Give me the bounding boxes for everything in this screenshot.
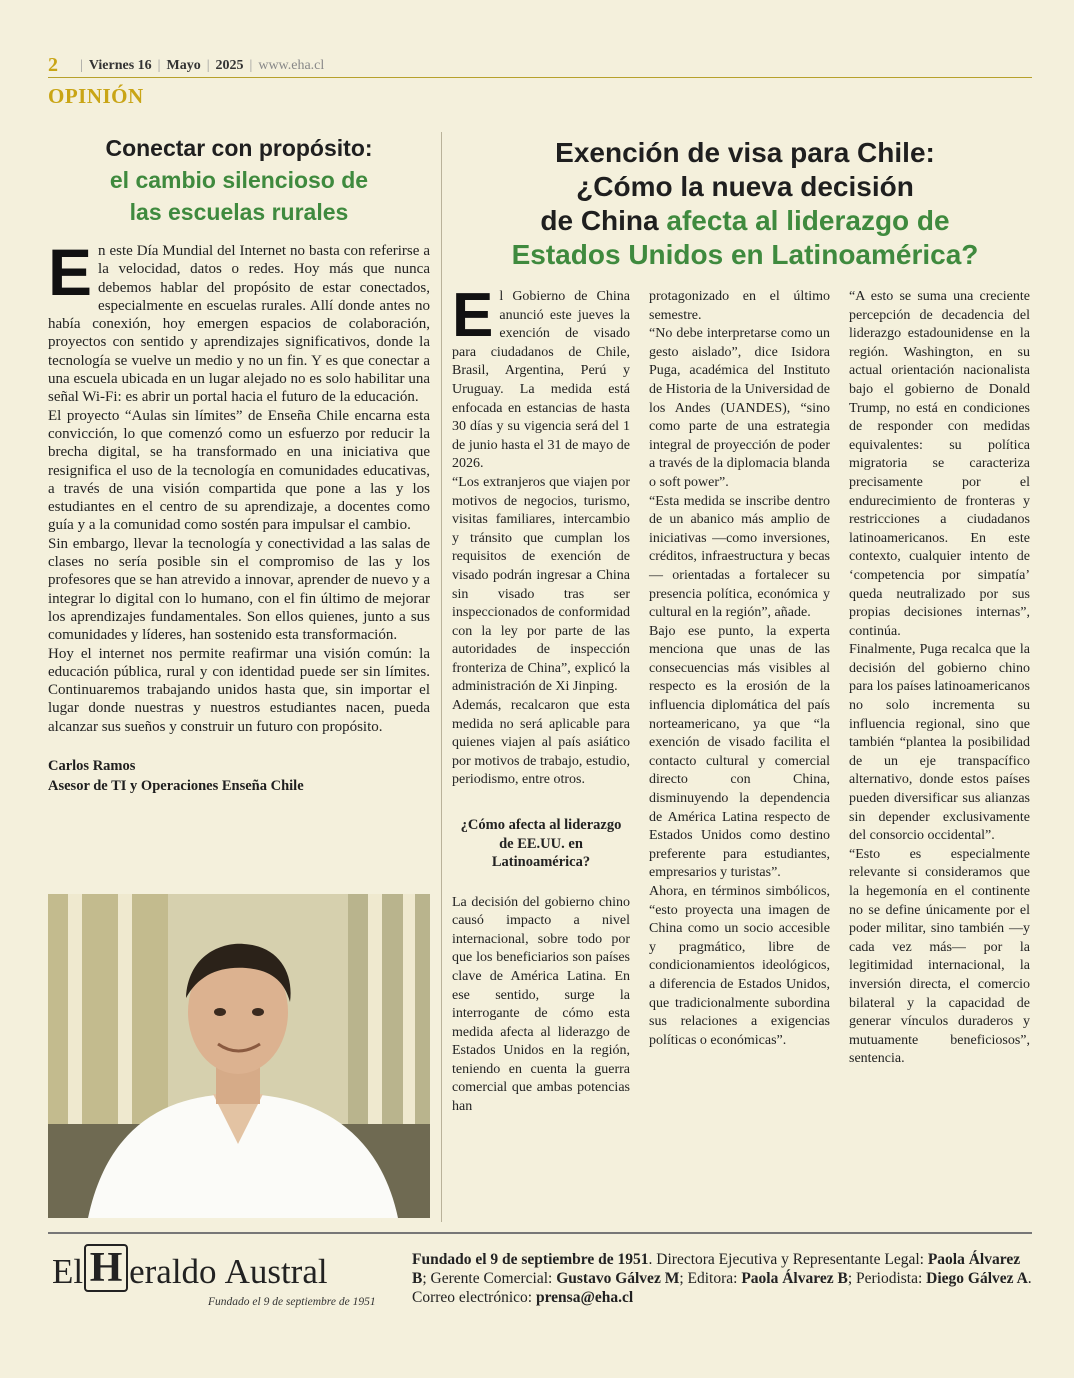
drop-cap: E (452, 281, 494, 350)
right-paragraph: “A esto se suma una creciente percepción de decadencia del liderazgo estadounidense en la región. Washington, en su actual orientación nacionalista bajo el gobierno de Donald Trump, no está en condiciones de responder con medidas equivalentes: su política migratoria se caracteriza precisamente por el endurecimiento de fronteras y restricciones a ciudadanos latinoamericanos. En este contexto, cualquier intento de ‘competencia por simpatía’ queda neutralizado por sus propias decisiones internas”, continúa. (849, 289, 1030, 639)
left-article-body (48, 235, 430, 736)
footer-rule (48, 1232, 1032, 1234)
author-portrait-image (48, 894, 430, 1218)
author-byline (48, 756, 430, 796)
right-paragraph: “Los extranjeros que viajen por motivos de negocios, turismo, visitas familiares, intercambio y tránsito que cumplan los requisitos de exención de visado podrán ingresar a China sin visado tras ser inspeccionados de conformidad con la ley por parte de las autoridades de inspección fronteriza de China”, explicó la administración de Xi Jinping. (452, 474, 630, 695)
left-paragraph: En este Día Mundial del Internet no basta con referirse a la velocidad, datos o redes. Hoy más que nunca debemos hablar del propósito de estar conectados, especialmente en escuelas rurales. Allí donde antes no había conexión, hoy emergen espacios de colaboración, proyectos con sentido y aprendizajes significativos, donde la tecnología se vuelve un medio y no un fin. Y es que conectar a una escuela ubicada en un lugar alejado no es solo habilitar una señal Wi-Fi: es abrir un portal hacia el futuro de la educación. (48, 235, 430, 406)
left-article-title (48, 132, 430, 228)
column-divider (441, 132, 442, 1222)
author-photo (48, 894, 430, 1218)
issue-year: 2025 (215, 57, 244, 73)
issue-day: Viernes 16 (88, 57, 152, 73)
left-title-line1: Conectar con propósito: (105, 135, 373, 161)
right-title-line3: de China afecta al liderazgo de (540, 205, 950, 236)
logo-tagline: Fundado el 9 de septiembre de 1951 (208, 1296, 376, 1308)
left-article (48, 132, 430, 796)
right-paragraph: “No debe interpretarse como un gesto aislado”, dice Isidora Puga, académica del Instituto de Historia de la Universidad de los Andes (UANDES), “sino como parte de una estrategia integral de proyección de poder a través de la diplomacia blanda o soft power”. (649, 326, 830, 490)
left-paragraph: Sin embargo, llevar la tecnología y conectividad a las salas de clases no sería posible sin el compromiso de las y los profesores que se han atrevido a innovar, aprender de nuevo y a integrar lo digital con lo humano, con el fin último de mejorar los aprendizajes fundamentales. Son ellos quienes, junto a sus comunidades y líderes, han sostenido esta transformación. (48, 535, 430, 644)
right-title-line2: ¿Cómo la nueva decisión (576, 171, 914, 202)
right-paragraph: El Gobierno de China anunció este jueves la exención de visado para ciudadanos de Chile, Brasil, Argentina, Perú y Uruguay. La medida está enfocada en estancias de hasta 30 días y su vigencia será del 1 de junio hasta el 31 de mayo de 2026. (452, 281, 630, 472)
right-paragraph: Además, recalcaron que esta medida no será aplicable para quienes viajen al país asiático por motivos de trabajo, estudio, periodismo, entre otros. (452, 698, 630, 788)
right-paragraph: La decisión del gobierno chino causó impacto a nivel internacional, sobre todo por que los beneficiarios son países clave de América Latina. En ese sentido, surge la interrogante de cómo esta medida afecta al liderazgo de Estados Unidos en la región, teniendo en cuenta la guerra comercial que ambas potencias han (452, 894, 630, 1115)
right-paragraph: Finalmente, Puga recalca que la decisión del gobierno chino para los países latinoamericanos no solo incrementa su influencia regional, sino que también “plantea la posibilidad de un eje transpacífico alternativo, donde estos países pueden diversificar sus alianzas sin depender exclusivamente del consorcio occidental”. (849, 642, 1030, 844)
issue-month: Mayo (166, 57, 201, 73)
right-paragraph: Bajo ese punto, la experta menciona que unas de las consecuencias más visibles al respecto es la erosión de la influencia diplomática del país norteamericano, ya que “la exención de visado facilita el contacto cultural y comercial directo con China, disminuyendo la dependencia de América Latina respecto de Estados Unidos como destino preferente para estudiantes, empresarios y turistas”. (649, 623, 830, 881)
author-name: Carlos Ramos (48, 758, 136, 775)
right-paragraph: protagonizado en el último semestre. (649, 289, 830, 323)
staff-credits: Fundado el 9 de septiembre de 1951. Directora Ejecutiva y Representante Legal: Paola Álvarez B; Gerente Comercial: Gustavo Gálvez M; Editora: Paola Álvarez B; Periodista: Diego Gálvez A. Correo electrónico: prensa@eha.cl (412, 1251, 1032, 1306)
website-link[interactable]: www.eha.cl (258, 57, 325, 73)
newspaper-logo: El H eraldo Austral (52, 1245, 328, 1291)
left-paragraph: Hoy el internet nos permite reafirmar una visión común: la educación pública, rural y con identidad puede ser sin límites. Continuaremos trabajando unidos hasta que, sin importar el lugar donde nuestras y nuestros estudiantes nacen, pueda alcanzar sus sueños y construir un futuro con propósito. (48, 645, 430, 735)
section-label: OPINIÓN (48, 84, 144, 108)
right-title-line1: Exención de visa para Chile: (555, 137, 935, 168)
right-article-column-3 (849, 288, 1030, 1069)
right-article-title (460, 136, 1030, 272)
left-title-line2: el cambio silencioso de (109, 167, 369, 193)
page-number: 2 (48, 54, 58, 76)
left-paragraph: El proyecto “Aulas sin límites” de Enseña Chile encarna esta convicción, lo que comenzó como un esfuerzo por reducir la brecha digital, se ha transformado en una iniciativa que resignifica el uso de la tecnología en comunidades educativas, a través de una visión compartida que pone a las y los estudiantes en el centro de su aprendizaje, a docentes como guía y a la comunidad como sostén para impulsar el cambio. (48, 407, 430, 534)
contact-email[interactable]: prensa@eha.cl (535, 1289, 634, 1306)
drop-cap: E (48, 235, 93, 309)
author-role: Asesor de TI y Operaciones Enseña Chile (48, 778, 304, 795)
right-paragraph: “Esto es especialmente relevante si consideramos que la hegemonía en el continente no se define únicamente por el poder militar, sino también —y cada vez más— por la legitimidad internacional, la inversión directa, el comercio bilateral y la capacidad de generar vínculos duraderos y mutuamente beneficiosos”, sentencia. (849, 846, 1030, 1067)
right-article-column-1 (452, 281, 630, 1117)
right-paragraph: Ahora, en términos simbólicos, “esto proyecta una imagen de China como un socio accesible y pragmático, libre de condicionamientos ideológicos, a diferencia de Estados Unidos, que tradicionalmente subordina sus relaciones a exigencias políticas o económicas”. (649, 884, 830, 1048)
left-title-line3: las escuelas rurales (129, 199, 349, 225)
page-folio: 2 | Viernes 16 | Mayo | 2025 | www.eha.cl (48, 54, 1032, 78)
right-paragraph: “Esta medida se inscribe dentro de un abanico más amplio de iniciativas —como inversiones, créditos, infraestructura y becas— orientadas a fortalecer su presencia política, económica y cultural en la región”, añade. (649, 493, 830, 621)
right-article-column-2 (649, 288, 830, 1050)
article-subhead: ¿Cómo afecta al liderazgo de EE.UU. en Latinoamérica? (460, 817, 622, 871)
right-title-line4: Estados Unidos en Latinoamérica? (511, 239, 979, 270)
